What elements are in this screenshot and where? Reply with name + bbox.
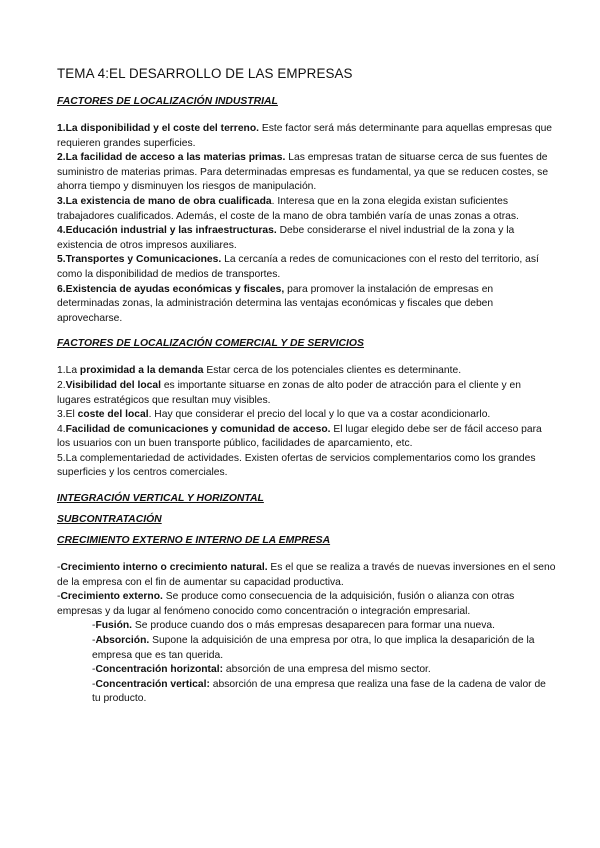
list-item: 6.Existencia de ayudas económicas y fiscales, para promover la instalación de empresas en determinadas zonas, la administración determina las ventajas económicas y fiscales que deben aprovecharse.: [57, 283, 494, 324]
heading-comercial: FACTORES DE LOCALIZACIÓN COMERCIAL Y DE SERVICIOS: [57, 338, 364, 350]
list-item: -Absorción. Supone la adquisición de una empresa por otra, lo que implica la desaparición de la empresa que es tan querida.: [92, 635, 535, 661]
list-item: 5.La complementariedad de actividades. Existen ofertas de servicios complementarios como los grandes superficies y los centros comerciales.: [57, 452, 536, 479]
list-item: -Fusión. Se produce cuando dos o más empresas desaparecen para formar una nueva.: [92, 620, 495, 632]
comercial-list: [57, 364, 557, 481]
list-item: -Crecimiento externo. Se produce como consecuencia de la adquisición, fusión o alianza con otras empresas y da lugar al fenómeno conocido como concentración o integración empresarial.: [57, 591, 515, 617]
document-title: TEMA 4:EL DESARROLLO DE LAS EMPRESAS: [57, 66, 353, 81]
list-item: -Concentración vertical: absorción de una empresa que realiza una fase de la cadena de valor de tu producto.: [92, 678, 546, 705]
crecimiento-sublist: [57, 619, 557, 707]
list-item: -Crecimiento interno o crecimiento natural. Es el que se realiza a través de nuevas inversiones en el seno de la empresa con el fin de aumentar su capacidad productiva.: [57, 562, 556, 588]
industrial-list: [57, 122, 557, 326]
list-item: 2.La facilidad de acceso a las materias primas. Las empresas tratan de situarse cerca de sus fuentes de suministro de materias primas. Para determinadas empresas es fundamental, ya que se reducen costes, se ahorra tiempo y disminuyen los riesgos de manipulación.: [57, 152, 549, 193]
heading-integracion: INTEGRACIÓN VERTICAL Y HORIZONTAL: [57, 493, 264, 505]
list-item: 4.Educación industrial y las infraestructuras. Debe considerarse el nivel industrial de la zona y la existencia de otros impresos auxiliares.: [57, 225, 515, 251]
list-item: -Concentración horizontal: absorción de una empresa del mismo sector.: [92, 664, 431, 676]
list-item: 3.La existencia de mano de obra cualificada. Interesa que en la zona elegida existan suficientes trabajadores cualificados. Además, el coste de la mano de obra también varía de unas zonas a otras.: [57, 195, 519, 222]
list-item: 3.El coste del local. Hay que considerar el precio del local y lo que va a costar acondicionarlo.: [57, 409, 491, 421]
list-item: 5.Transportes y Comunicaciones. La cercanía a redes de comunicaciones con el resto del territorio, así como la disponibilidad de medios de transportes.: [57, 254, 539, 280]
list-item: 4.Facilidad de comunicaciones y comunidad de acceso. El lugar elegido debe ser de fácil acceso para los usuarios con un buen transporte público, facilidades de aparcamiento, etc.: [57, 423, 542, 450]
document-page: [57, 66, 557, 707]
list-item: 1.La disponibilidad y el coste del terreno. Este factor será más determinante para aquellas empresas que requieren grandes superficies.: [57, 123, 553, 149]
heading-subcontratacion: SUBCONTRATACIÓN: [57, 514, 162, 526]
crecimiento-list: [57, 561, 557, 707]
list-item: 1.La proximidad a la demanda Estar cerca de los potenciales clientes es determinante.: [57, 365, 462, 377]
heading-industrial: FACTORES DE LOCALIZACIÓN INDUSTRIAL: [57, 96, 278, 107]
heading-crecimiento: CRECIMIENTO EXTERNO E INTERNO DE LA EMPRESA: [57, 535, 331, 547]
list-item: 2.Visibilidad del local es importante situarse en zonas de alto poder de atracción para el cliente y en lugares estratégicos que resultan muy visibles.: [57, 379, 522, 406]
